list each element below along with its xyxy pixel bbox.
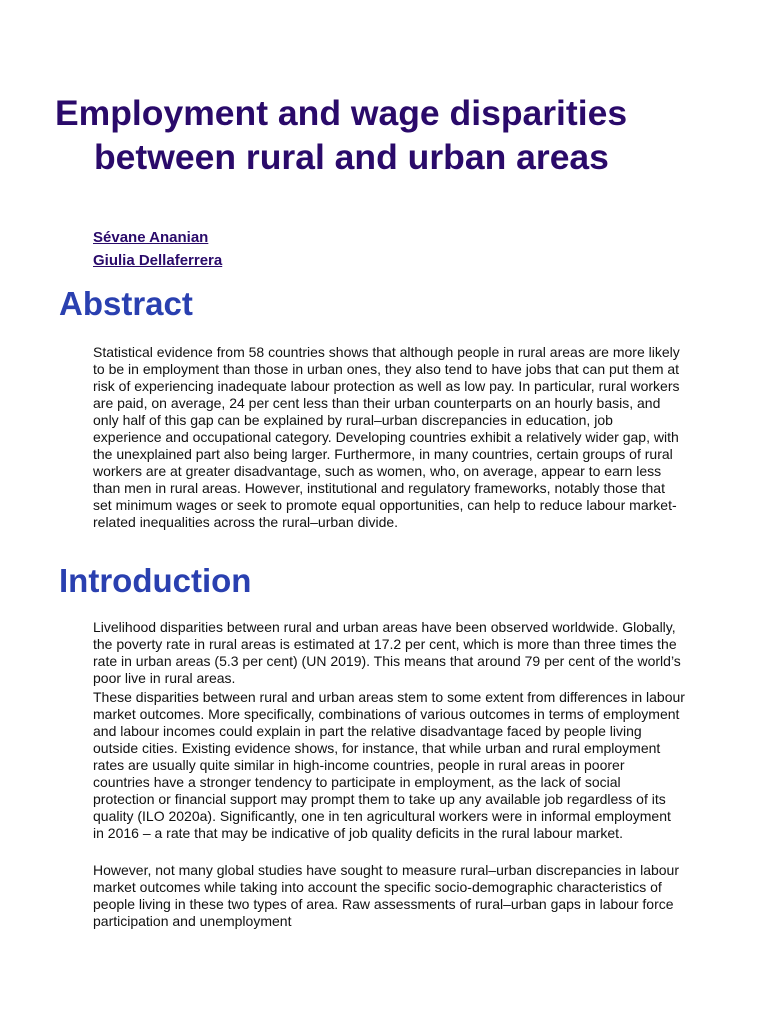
article-title: Employment and wage disparities between rural and urban areas <box>55 93 628 177</box>
abstract-paragraph: Statistical evidence from 58 countries shows that although people in rural areas are more likely to be in employment than those in urban ones, they also tend to have jobs that can put them at risk of experiencing inadequate labour protection as well as low pay. In particular, rural workers are paid, on average, 24 per cent less than their urban counterparts on an hourly basis, and only half of this gap can be explained by rural–urban discrepancies in education, job experience and occupational category. Developing countries exhibit a relatively wider gap, with the unexplained part also being larger. Furthermore, in many countries, certain groups of rural workers are at greater disadvantage, such as women, who, on average, appear to earn less than men in rural areas. However, institutional and regulatory frameworks, notably those that set minimum wages or seek to promote equal opportunities, can help to reduce labour market-related inequalities across the rural–urban divide. <box>93 344 680 530</box>
abstract-heading: Abstract <box>59 285 193 322</box>
introduction-heading: Introduction <box>59 562 252 599</box>
author-list <box>93 226 222 272</box>
intro-paragraph-2: These disparities between rural and urban areas stem to some extent from differences in labour market outcomes. More specifically, combinations of various outcomes in terms of employment and labour incomes could explain in part the relative disadvantage faced by people living outside cities. Existing evidence shows, for instance, that while urban and rural employment rates are usually quite similar in high-income countries, people in rural areas in poorer countries have a stronger tendency to participate in employment, as the lack of social protection or financial support may prompt them to take up any available job regardless of its quality (ILO 2020a). Significantly, one in ten agricultural workers were in informal employment in 2016 – a rate that may be indicative of job quality deficits in the rural labour market. <box>93 689 685 841</box>
author-link-ananian[interactable]: Sévane Ananian <box>93 229 209 246</box>
author-link-dellaferrera[interactable]: Giulia Dellaferrera <box>93 252 223 269</box>
intro-paragraph-3: However, not many global studies have sought to measure rural–urban discrepancies in labour market outcomes while taking into account the specific socio-demographic characteristics of people living in these two types of area. Raw assessments of rural–urban gaps in labour force participation and unemployment <box>93 862 680 929</box>
intro-paragraph-1: Livelihood disparities between rural and urban areas have been observed worldwide. Globally, the poverty rate in rural areas is estimated at 17.2 per cent, which is more than three times the rate in urban areas (5.3 per cent) (UN 2019). This means that around 79 per cent of the world’s poor live in rural areas. <box>93 619 681 686</box>
